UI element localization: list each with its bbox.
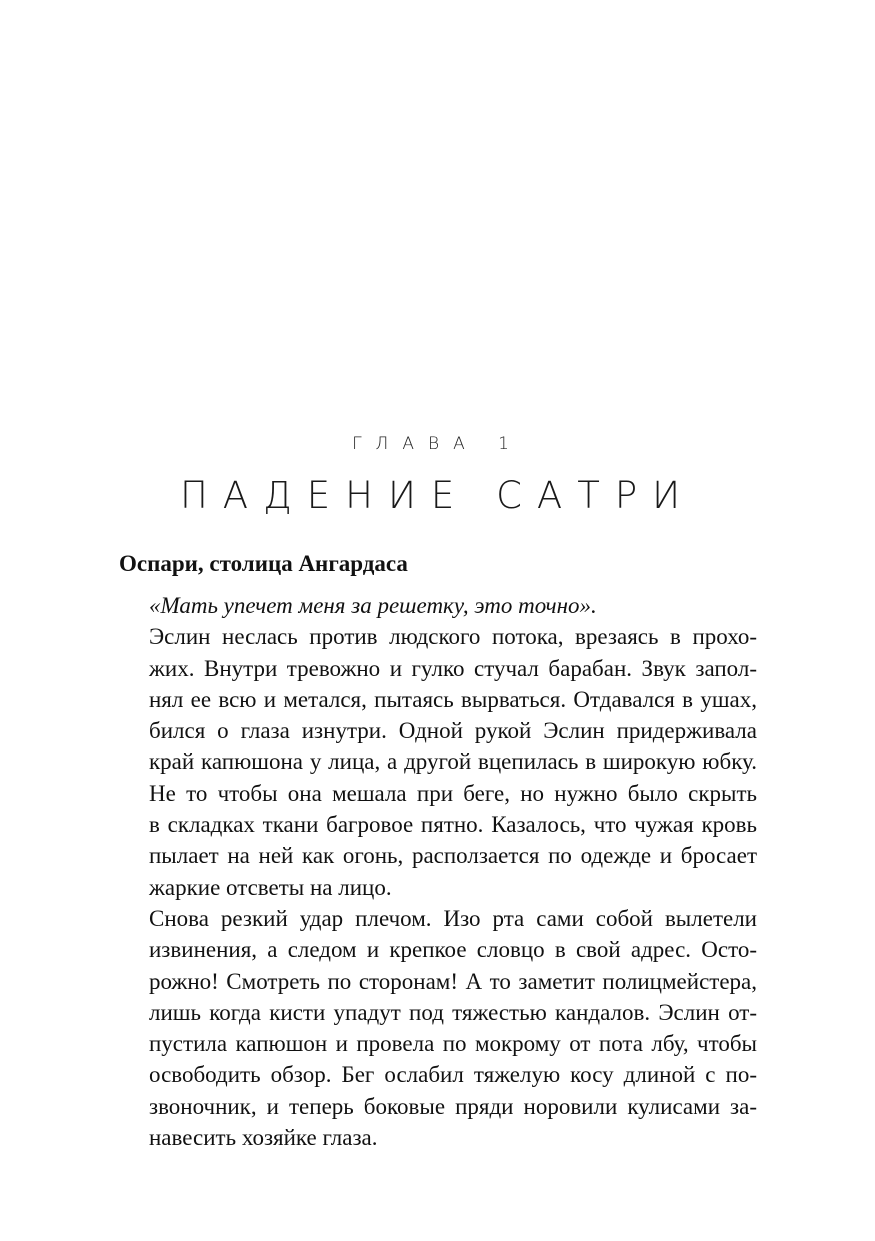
text-line: освободить обзор. Бег ослабил тяжелую косу длиной с по- — [149, 1062, 757, 1088]
text-line: бился о глаза изнутри. Одной рукой Эслин придерживала — [149, 718, 757, 744]
chapter-label: ГЛАВА 1 — [352, 434, 523, 454]
text-line: лишь когда кисти упадут под тяжестью кандалов. Эслин от- — [149, 999, 757, 1025]
paragraph-1 — [119, 621, 757, 903]
text-line: жаркие отсветы на лицо. — [149, 874, 392, 900]
text-line: нял ее всю и метался, пытаясь вырваться. Отдавался в ушах, — [149, 686, 757, 712]
text-line: Не то чтобы она мешала при беге, но нужно было скрыть — [149, 780, 757, 806]
text-line: Эслин неслась против людского потока, врезаясь в прохо- — [149, 624, 757, 650]
text-line: «Мать упечет меня за решетку, это точно». — [149, 593, 597, 618]
text-line: в складках ткани багровое пятно. Казалось, что чужая кровь — [149, 812, 757, 838]
body-text — [119, 548, 757, 1153]
chapter-title: ПАДЕНИЕ САТРИ — [179, 474, 696, 517]
text-line: извинения, а следом и крепкое словцо в свой адрес. Осто- — [149, 937, 757, 963]
text-line: пылает на ней как огонь, расползается по одежде и бросает — [149, 843, 757, 869]
text-line: навесить хозяйке глаза. — [149, 1125, 378, 1151]
text-line: край капюшона у лица, а другой вцепилась в широкую юбку. — [149, 749, 757, 775]
text-line: жих. Внутри тревожно и гулко стучал барабан. Звук запол- — [149, 655, 757, 681]
text-line: звоночник, и теперь боковые пряди норовили кулисами за- — [149, 1093, 757, 1119]
section-location-heading: Оспари, столица Ангардаса — [119, 551, 408, 576]
text-line: пустила капюшон и провела по мокрому от пота лбу, чтобы — [149, 1031, 757, 1057]
paragraph-quote — [119, 590, 757, 621]
paragraph-2 — [119, 903, 757, 1153]
text-line: рожно! Смотреть по сторонам! А то заметит полицмейстера, — [149, 968, 757, 994]
text-line: Снова резкий удар плечом. Изо рта сами собой вылетели — [149, 905, 757, 931]
